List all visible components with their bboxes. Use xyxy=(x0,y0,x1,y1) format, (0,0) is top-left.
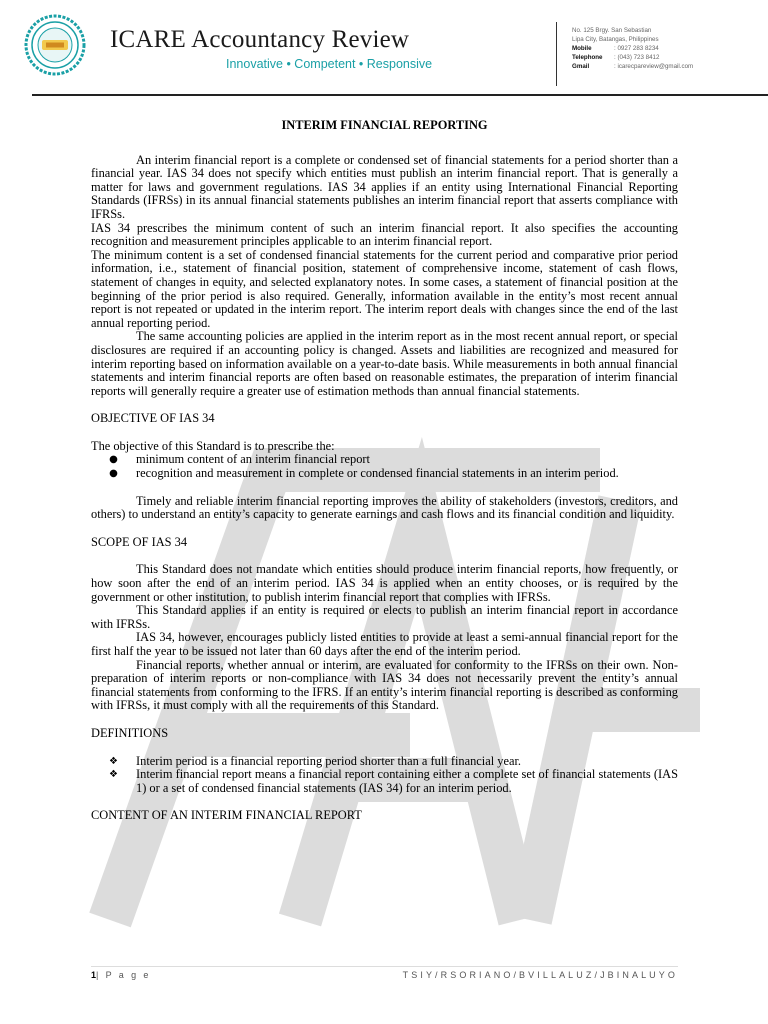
intro-paragraph: An interim financial report is a complete or condensed set of financial statements for a period shorter than a financial year. IAS 34 does not specify which entities must publish an interim financial report. That is generally a matter for laws and government regulations. IAS 34 applies if an entity using International Financial Reporting Standards (IFRSs) in its annual financial statements publishes an interim financial report that asserts compliance with IFRSs. xyxy=(91,152,678,221)
scope-paragraph: This Standard applies if an entity is required or elects to publish an interim financial report in accordance with IFRSs. xyxy=(91,603,678,631)
page-number: 1 xyxy=(91,970,97,980)
contact-block xyxy=(572,26,693,71)
objective-heading: OBJECTIVE OF IAS 34 xyxy=(91,411,215,426)
scope-heading: SCOPE OF IAS 34 xyxy=(91,534,188,549)
brand-tagline: Innovative • Competent • Responsive xyxy=(226,57,433,71)
list-item: ❖ Interim period is a financial reporting period shorter than a full financial year. xyxy=(91,755,678,769)
document-body xyxy=(91,119,678,823)
page-label: | P a g e xyxy=(96,970,151,980)
list-item: ❖ Interim financial report means a financial report containing either a complete set of financial statements (IAS 1) or a set of condensed financial statements (IAS 34) for an interim period. xyxy=(91,768,678,795)
diamond-bullet-icon: ❖ xyxy=(109,755,118,767)
gmail-label: Gmail xyxy=(572,63,590,70)
scope-paragraph: This Standard does not mandate which entities should produce interim financial reports, how frequently, or how soon after the end of an interim period. IAS 34 is applied when an entity chooses, or is required by the government or other institution, to publish interim financial report that complies with IFRSs. xyxy=(91,562,678,604)
telephone-label: Telephone xyxy=(572,54,603,61)
scope-paragraph: IAS 34, however, encourages publicly listed entities to provide at least a semi-annual financial report for the first half the year to be issued not later than 60 days after the end of the interim period. xyxy=(91,630,678,658)
intro-paragraph: The same accounting policies are applied in the interim report as in the most recent annual report, or special disclosures are required if an accounting policy is changed. Assets and liabilities are recognized and measured for interim reporting based on information available on a year-to-date basis. While measurements in both annual financial statements and interim financial reports are often based on reasonable estimates, the preparation of interim financial reports will generally require a greater use of estimation methods than annual financial statements. xyxy=(91,329,678,398)
definitions-list xyxy=(91,755,678,796)
mobile-label: Mobile xyxy=(572,45,592,52)
objective-lead: The objective of this Standard is to prescribe the: xyxy=(91,438,335,453)
diamond-bullet-icon: ❖ xyxy=(109,769,118,781)
address-line-2: Lipa City, Batangas, Philippines xyxy=(572,36,659,43)
definitions-heading: DEFINITIONS xyxy=(91,725,169,740)
list-item: ● minimum content of an interim financial report xyxy=(91,453,678,467)
icare-seal-logo xyxy=(24,14,86,76)
list-item: ● recognition and measurement in complete or condensed financial statements in an interim period. xyxy=(91,467,678,481)
mobile-value: : 0927 283 8234 xyxy=(614,45,659,52)
header-rule xyxy=(32,94,768,96)
bullet-icon: ● xyxy=(109,468,118,480)
document-title: INTERIM FINANCIAL REPORTING xyxy=(281,118,488,132)
page-footer xyxy=(91,966,678,980)
bullet-icon: ● xyxy=(109,454,118,466)
letterhead xyxy=(0,0,768,96)
content-heading: CONTENT OF AN INTERIM FINANCIAL REPORT xyxy=(91,808,362,823)
intro-paragraph: The minimum content is a set of condensed financial statements for the current period and comparative prior period information, i.e., statement of financial position, statement of comprehensive income, statement of cash flows, statement of changes in equity, and selected explanatory notes. In some cases, a statement of financial position at the beginning of the prior period is also required. Generally, information available in the entity’s most recent annual report is not repeated or updated in the interim report. The interim report deals with changes since the end of the last annual reporting period. xyxy=(91,247,678,330)
intro-paragraph: IAS 34 prescribes the minimum content of such an interim financial report. It also specifies the accounting recognition and measurement principles applicable to an interim financial report. xyxy=(91,220,678,249)
footer-authors: TSIY/RSORIANO/BVILLALUZ/JBINALUYO xyxy=(402,970,678,980)
telephone-value: : (043) 723 8412 xyxy=(614,54,660,61)
address-line-1: No. 125 Brgy. San Sebastian xyxy=(572,27,652,34)
gmail-value: : icarecpareview@gmail.com xyxy=(614,63,694,70)
page-indicator xyxy=(91,970,151,980)
objective-list xyxy=(91,453,678,480)
header-divider xyxy=(556,22,557,86)
brand-title: ICARE Accountancy Review xyxy=(110,26,410,53)
objective-paragraph: Timely and reliable interim financial reporting improves the ability of stakeholders (investors, creditors, and others) to understand an entity’s capacity to generate earnings and cash flows and its financial condition and liquidity. xyxy=(91,493,678,522)
scope-paragraph: Financial reports, whether annual or interim, are evaluated for conformity to the IFRSs on their own. Non-preparation of interim reports or non-compliance with IAS 34 does not necessarily prevent the entity’s annual financial statements from conforming to the IFRS. If an entity’s interim financial reporting is described as conforming with IFRSs, it must comply with all the requirements of this Standard. xyxy=(91,657,678,713)
